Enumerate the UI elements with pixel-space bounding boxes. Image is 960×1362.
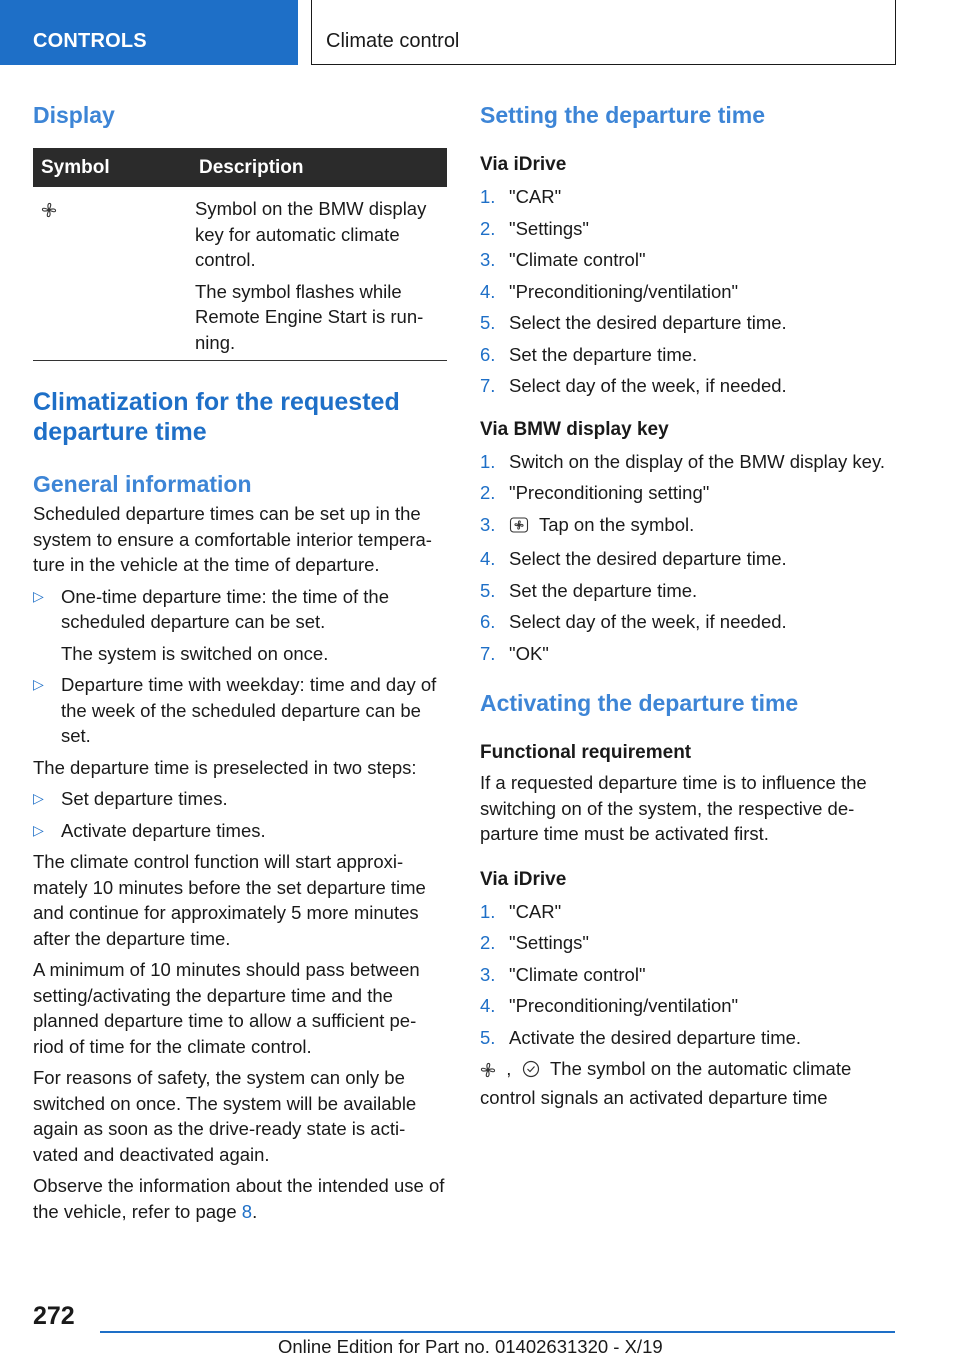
setting-heading: Setting the departure time (480, 102, 765, 128)
minimum-paragraph: A minimum of 10 minutes should pass between setting/activating the departure time and the planned departure time to allow a sufficient pe-riod of time for the climate control. (33, 959, 420, 1057)
step-number: 4. (480, 548, 496, 569)
step-text: "Preconditioning/ventilation" (509, 995, 739, 1016)
observe-text: Observe the information about the intended use of the vehicle, refer to page (33, 1175, 445, 1222)
list-item (480, 184, 900, 210)
observe-end: . (252, 1200, 258, 1222)
page-link[interactable]: 8 (241, 1200, 253, 1222)
bullet-text: Activate departure times. (61, 819, 266, 841)
step-text: Select day of the week, if needed. (509, 611, 787, 632)
via-idrive-heading-2: Via iDrive (480, 868, 567, 890)
step-text: "CAR" (509, 186, 562, 207)
display-heading: Display (33, 102, 115, 128)
list-item (33, 818, 447, 844)
step-number: 5. (480, 1026, 496, 1048)
list-item (480, 512, 900, 541)
bullet-text: One-time departure time: the time of the scheduled departure can be set. (61, 585, 390, 632)
list-item (480, 930, 900, 956)
general-paragraph: Scheduled departure times can be set up in the system to ensure a comfortable interior tempera-ture in the vehicle at the time of departure. (33, 503, 432, 575)
idrive-steps-list (480, 184, 900, 399)
list-item (480, 247, 900, 273)
step-number: 1. (480, 450, 496, 472)
triangle-bullet-icon: ▷ (33, 821, 44, 838)
triangle-bullet-icon: ▷ (33, 587, 44, 604)
step-number: 1. (480, 900, 496, 922)
step-text: Tap on the symbol. (538, 513, 695, 535)
table-desc-2: The symbol flashes while Remote Engine Start is run-ning. (195, 280, 424, 353)
start-paragraph: The climate control function will start approxi-mately 10 minutes before the set departure time and continue for approximately 5 more minutes after the departure time. (33, 851, 426, 949)
list-item (480, 899, 900, 925)
list-item (480, 641, 900, 667)
step-number: 2. (480, 932, 496, 953)
step-number: 7. (480, 642, 496, 664)
list-item (480, 480, 900, 506)
step-number: 3. (480, 249, 496, 270)
left-column (33, 100, 447, 1224)
functional-paragraph: If a requested departure time is to influence the switching on of the system, the respective de-parture time must be activated first. (480, 772, 867, 844)
bullet-text: Departure time with weekday: time and day of the week of the scheduled departure can be set. (61, 674, 437, 746)
step-text: "OK" (509, 642, 549, 664)
list-item (480, 1025, 900, 1051)
list-item (480, 342, 900, 368)
step-text: Activate the desired departure time. (509, 1026, 802, 1048)
table-desc-1: Symbol on the BMW display key for automatic climate control. (195, 198, 427, 270)
list-item (33, 786, 447, 812)
fan-icon (41, 199, 57, 225)
step-number: 2. (480, 482, 496, 503)
step-text: "Settings" (509, 932, 589, 953)
key-steps-list (480, 449, 900, 667)
symbol-note-paragraph (480, 1056, 900, 1110)
fan-icon (480, 1059, 496, 1085)
step-number: 2. (480, 217, 496, 239)
via-idrive-heading: Via iDrive (480, 154, 567, 175)
list-item (480, 962, 900, 988)
two-steps-paragraph: The departure time is preselected in two steps: (33, 756, 417, 778)
step-number: 3. (480, 963, 496, 985)
list-item (480, 609, 900, 635)
general-info-heading: General information (33, 471, 252, 497)
list-item (480, 216, 900, 242)
list-item (480, 449, 900, 475)
activate-steps-list (480, 899, 900, 1051)
step-text: "Climate control" (509, 963, 646, 985)
triangle-bullet-icon: ▷ (33, 676, 44, 692)
footer-divider (100, 1331, 895, 1333)
symbol-table (33, 148, 447, 361)
step-text: Set the departure time. (509, 579, 698, 601)
table-cell-symbol (33, 187, 195, 361)
list-item (33, 584, 447, 667)
step-number: 5. (480, 579, 496, 601)
step-number: 4. (480, 280, 496, 302)
chapter-label: Climate control (326, 30, 460, 52)
list-item (480, 279, 900, 305)
step-text: "CAR" (509, 900, 562, 922)
step-number: 5. (480, 312, 496, 333)
footer-edition: Online Edition for Part no. 01402631320 - X/19 (278, 1336, 663, 1357)
chapter-tab (311, 0, 896, 65)
list-item (480, 310, 900, 336)
right-column (480, 100, 900, 1110)
table-row (33, 187, 447, 361)
safety-paragraph: For reasons of safety, the system can only be switched on once. The system will be available again as soon as the drive-ready state is acti-vated and deactivated again. (33, 1067, 417, 1165)
step-text: Select day of the week, if needed. (509, 375, 787, 396)
step-text: "Climate control" (509, 249, 646, 270)
via-key-heading: Via BMW display key (480, 418, 669, 440)
section-tab (0, 0, 298, 65)
table-header-symbol: Symbol (33, 148, 195, 187)
symbol-separator: , (506, 1058, 512, 1079)
step-text: Select the desired departure time. (509, 312, 787, 333)
step-text: Set the departure time. (509, 343, 698, 365)
triangle-bullet-icon: ▷ (33, 790, 44, 806)
list-item (480, 373, 900, 399)
bullet-text: Set departure times. (61, 788, 228, 809)
table-header-description: Description (195, 148, 447, 187)
step-number: 7. (480, 375, 496, 396)
table-cell-description (195, 187, 447, 361)
symbol-note-text: The symbol on the automatic climate control signals an activated departure time (480, 1058, 852, 1108)
list-item (480, 578, 900, 604)
step-text: Switch on the display of the BMW display key. (509, 450, 885, 472)
climatization-heading: Climatization for the requested departure time (33, 388, 400, 446)
step-number: 3. (480, 513, 496, 535)
list-item (480, 993, 900, 1019)
step-text: "Preconditioning/ventilation" (509, 280, 739, 302)
step-number: 4. (480, 995, 496, 1016)
step-text: "Preconditioning setting" (509, 482, 710, 503)
step-number: 1. (480, 186, 496, 207)
list-item (480, 546, 900, 572)
step-text: "Settings" (509, 217, 589, 239)
section-label: CONTROLS (33, 30, 147, 52)
list-item (33, 672, 447, 749)
clock-icon (522, 1059, 540, 1085)
display-key-icon (509, 515, 529, 541)
step-text: Select the desired departure time. (509, 548, 787, 569)
page-number: 272 (33, 1302, 75, 1330)
step-number: 6. (480, 611, 496, 632)
observe-paragraph (33, 1173, 447, 1224)
bullet-text: The system is switched on once. (61, 642, 329, 664)
functional-requirement-heading: Functional requirement (480, 742, 692, 763)
activating-heading: Activating the departure time (480, 690, 799, 716)
step-number: 6. (480, 343, 496, 365)
